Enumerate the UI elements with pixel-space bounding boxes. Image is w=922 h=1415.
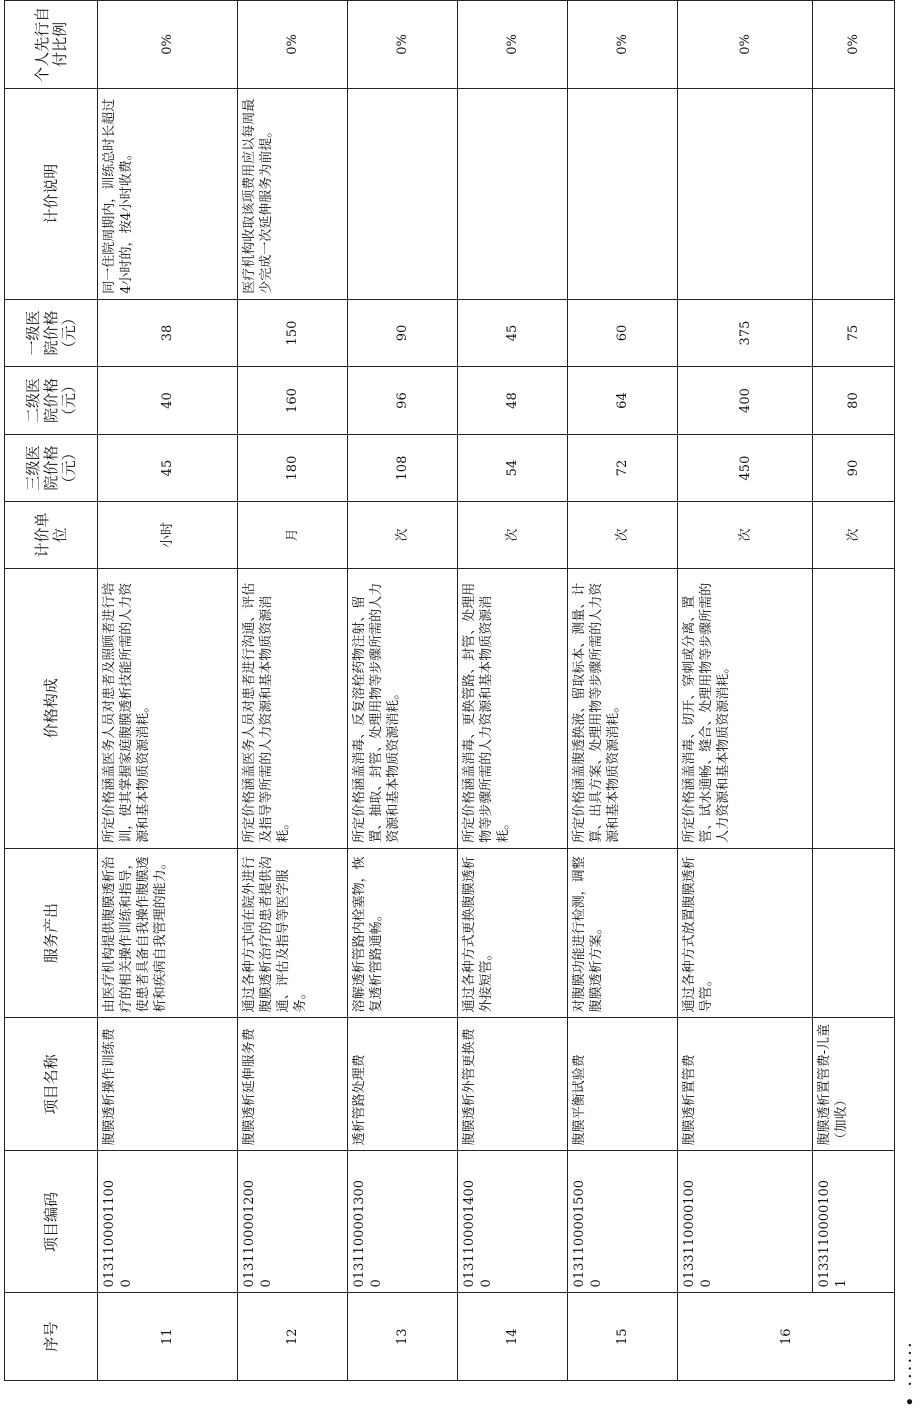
unit-cell: 次 xyxy=(678,502,813,568)
note-cell xyxy=(348,88,458,299)
header-price-level3: 三级医院价格（元） xyxy=(5,434,98,502)
header-seq: 序号 xyxy=(5,1293,98,1381)
price-level3-cell: 108 xyxy=(348,434,458,502)
price-level2-cell: 64 xyxy=(568,367,678,435)
unit-cell: 次 xyxy=(458,502,568,568)
output-cell: 通过各种方式向在院外进行腹膜透析治疗的患者提供沟通、评估及指导等医学服务。 xyxy=(238,848,348,1018)
composition-cell: 所定价格涵盖腹透换液、留取标本、测量、计算、出具方案、处理用物等步骤所需的人力资源和基本物质资源消耗。 xyxy=(568,568,678,848)
seq-cell: 13 xyxy=(348,1293,458,1381)
price-level1-cell: 60 xyxy=(568,299,678,367)
price-level2-cell: 160 xyxy=(238,367,348,435)
code-cell: 0131100001100 0 xyxy=(98,1151,238,1293)
name-cell: 腹膜平衡试验费 xyxy=(568,1018,678,1151)
ratio-cell: 0% xyxy=(813,1,895,89)
header-name: 项目名称 xyxy=(5,1018,98,1151)
seq-cell: 16 xyxy=(678,1293,895,1381)
code-cell: 0131100001300 0 xyxy=(348,1151,458,1293)
price-level1-cell: 150 xyxy=(238,299,348,367)
header-price-level1: 一级医院价格（元） xyxy=(5,299,98,367)
composition-cell xyxy=(813,568,895,848)
seq-cell: 14 xyxy=(458,1293,568,1381)
composition-cell: 所定价格涵盖消毒、更换管路、封管、处理用物等步骤所需的人力资源和基本物质资源消耗。 xyxy=(458,568,568,848)
price-level1-cell: 90 xyxy=(348,299,458,367)
header-row xyxy=(5,1,98,1381)
composition-cell: 所定价格涵盖消毒、反复溶栓药物注射、留置、抽取、封管、处理用物等步骤所需的人力资源和基本物质资源消耗。 xyxy=(348,568,458,848)
unit-cell: 小时 xyxy=(98,502,238,568)
code-cell: 0131100001200 0 xyxy=(238,1151,348,1293)
code-cell: 0133110000100 1 xyxy=(813,1151,895,1293)
seq-cell: 15 xyxy=(568,1293,678,1381)
unit-cell: 次 xyxy=(568,502,678,568)
table-row xyxy=(568,1,678,1381)
footer-dots: • ······ xyxy=(900,1340,921,1407)
price-level1-cell: 38 xyxy=(98,299,238,367)
price-level2-cell: 96 xyxy=(348,367,458,435)
note-cell xyxy=(568,88,678,299)
table-row xyxy=(98,1,238,1381)
output-cell: 通过各种方式放置腹膜透析导管。 xyxy=(678,848,813,1018)
name-cell: 腹膜透析延伸服务费 xyxy=(238,1018,348,1151)
composition-cell: 所定价格涵盖消毒、切开、穿刺或分离、置管、试水通畅、缝合、处理用物等步骤所需的人力资源和基本物质资源消耗。 xyxy=(678,568,813,848)
ratio-cell: 0% xyxy=(458,1,568,89)
header-composition: 价格构成 xyxy=(5,568,98,848)
output-cell xyxy=(813,848,895,1018)
table-row xyxy=(348,1,458,1381)
price-level2-cell: 40 xyxy=(98,367,238,435)
output-cell: 通过各种方式更换腹膜透析外接短管。 xyxy=(458,848,568,1018)
price-level3-cell: 180 xyxy=(238,434,348,502)
table-row xyxy=(678,1,813,1381)
composition-cell: 所定价格涵盖医务人员对患者及照顾者进行培训，使其掌握家庭腹膜透析技能所需的人力资源和基本物质资源消耗。 xyxy=(98,568,238,848)
ratio-cell: 0% xyxy=(238,1,348,89)
name-cell: 腹膜透析置管费-儿童（加收） xyxy=(813,1018,895,1151)
name-cell: 腹膜透析置管费 xyxy=(678,1018,813,1151)
code-cell: 0131100001500 0 xyxy=(568,1151,678,1293)
unit-cell: 月 xyxy=(238,502,348,568)
note-cell xyxy=(813,88,895,299)
output-cell: 溶解透析管路内栓塞物，恢复透析管路通畅。 xyxy=(348,848,458,1018)
name-cell: 透析管路处理费 xyxy=(348,1018,458,1151)
price-level3-cell: 72 xyxy=(568,434,678,502)
price-level1-cell: 375 xyxy=(678,299,813,367)
code-cell: 0133110000100 0 xyxy=(678,1151,813,1293)
note-cell: 医疗机构收取该项费用应以每周最少完成一次延伸服务为前提。 xyxy=(238,88,348,299)
note-cell xyxy=(458,88,568,299)
price-level3-cell: 54 xyxy=(458,434,568,502)
price-level2-cell: 80 xyxy=(813,367,895,435)
header-code: 项目编码 xyxy=(5,1151,98,1293)
ratio-cell: 0% xyxy=(348,1,458,89)
header-output: 服务产出 xyxy=(5,848,98,1018)
unit-cell: 次 xyxy=(813,502,895,568)
price-table xyxy=(4,0,895,1381)
header-note: 计价说明 xyxy=(5,88,98,299)
seq-cell: 12 xyxy=(238,1293,348,1381)
output-cell: 由医疗机构提供腹膜透析治疗的相关操作训练和指导，使患者具备自我操作腹膜透析和疾病自我管理的能力。 xyxy=(98,848,238,1018)
header-price-level2: 二级医院价格（元） xyxy=(5,367,98,435)
name-cell: 腹膜透析外管更换费 xyxy=(458,1018,568,1151)
ratio-cell: 0% xyxy=(98,1,238,89)
price-level1-cell: 45 xyxy=(458,299,568,367)
ratio-cell: 0% xyxy=(568,1,678,89)
price-level2-cell: 400 xyxy=(678,367,813,435)
name-cell: 腹膜透析操作训练费 xyxy=(98,1018,238,1151)
note-cell xyxy=(678,88,813,299)
table-row xyxy=(813,1,895,1381)
price-level2-cell: 48 xyxy=(458,367,568,435)
price-level3-cell: 450 xyxy=(678,434,813,502)
ratio-cell: 0% xyxy=(678,1,813,89)
price-level1-cell: 75 xyxy=(813,299,895,367)
price-level3-cell: 45 xyxy=(98,434,238,502)
seq-cell: 11 xyxy=(98,1293,238,1381)
note-cell: 同一住院周期内，训练总时长超过4小时的，按4小时收费。 xyxy=(98,88,238,299)
price-level3-cell: 90 xyxy=(813,434,895,502)
unit-cell: 次 xyxy=(348,502,458,568)
code-cell: 0131100001400 0 xyxy=(458,1151,568,1293)
table-row xyxy=(238,1,348,1381)
composition-cell: 所定价格涵盖医务人员对患者进行沟通、评估及指导等所需的人力资源和基本物质资源消耗。 xyxy=(238,568,348,848)
output-cell: 对腹膜功能进行检测，调整腹膜透析方案。 xyxy=(568,848,678,1018)
header-ratio: 个人先行自付比例 xyxy=(5,1,98,89)
table-row xyxy=(458,1,568,1381)
header-unit: 计价单位 xyxy=(5,502,98,568)
